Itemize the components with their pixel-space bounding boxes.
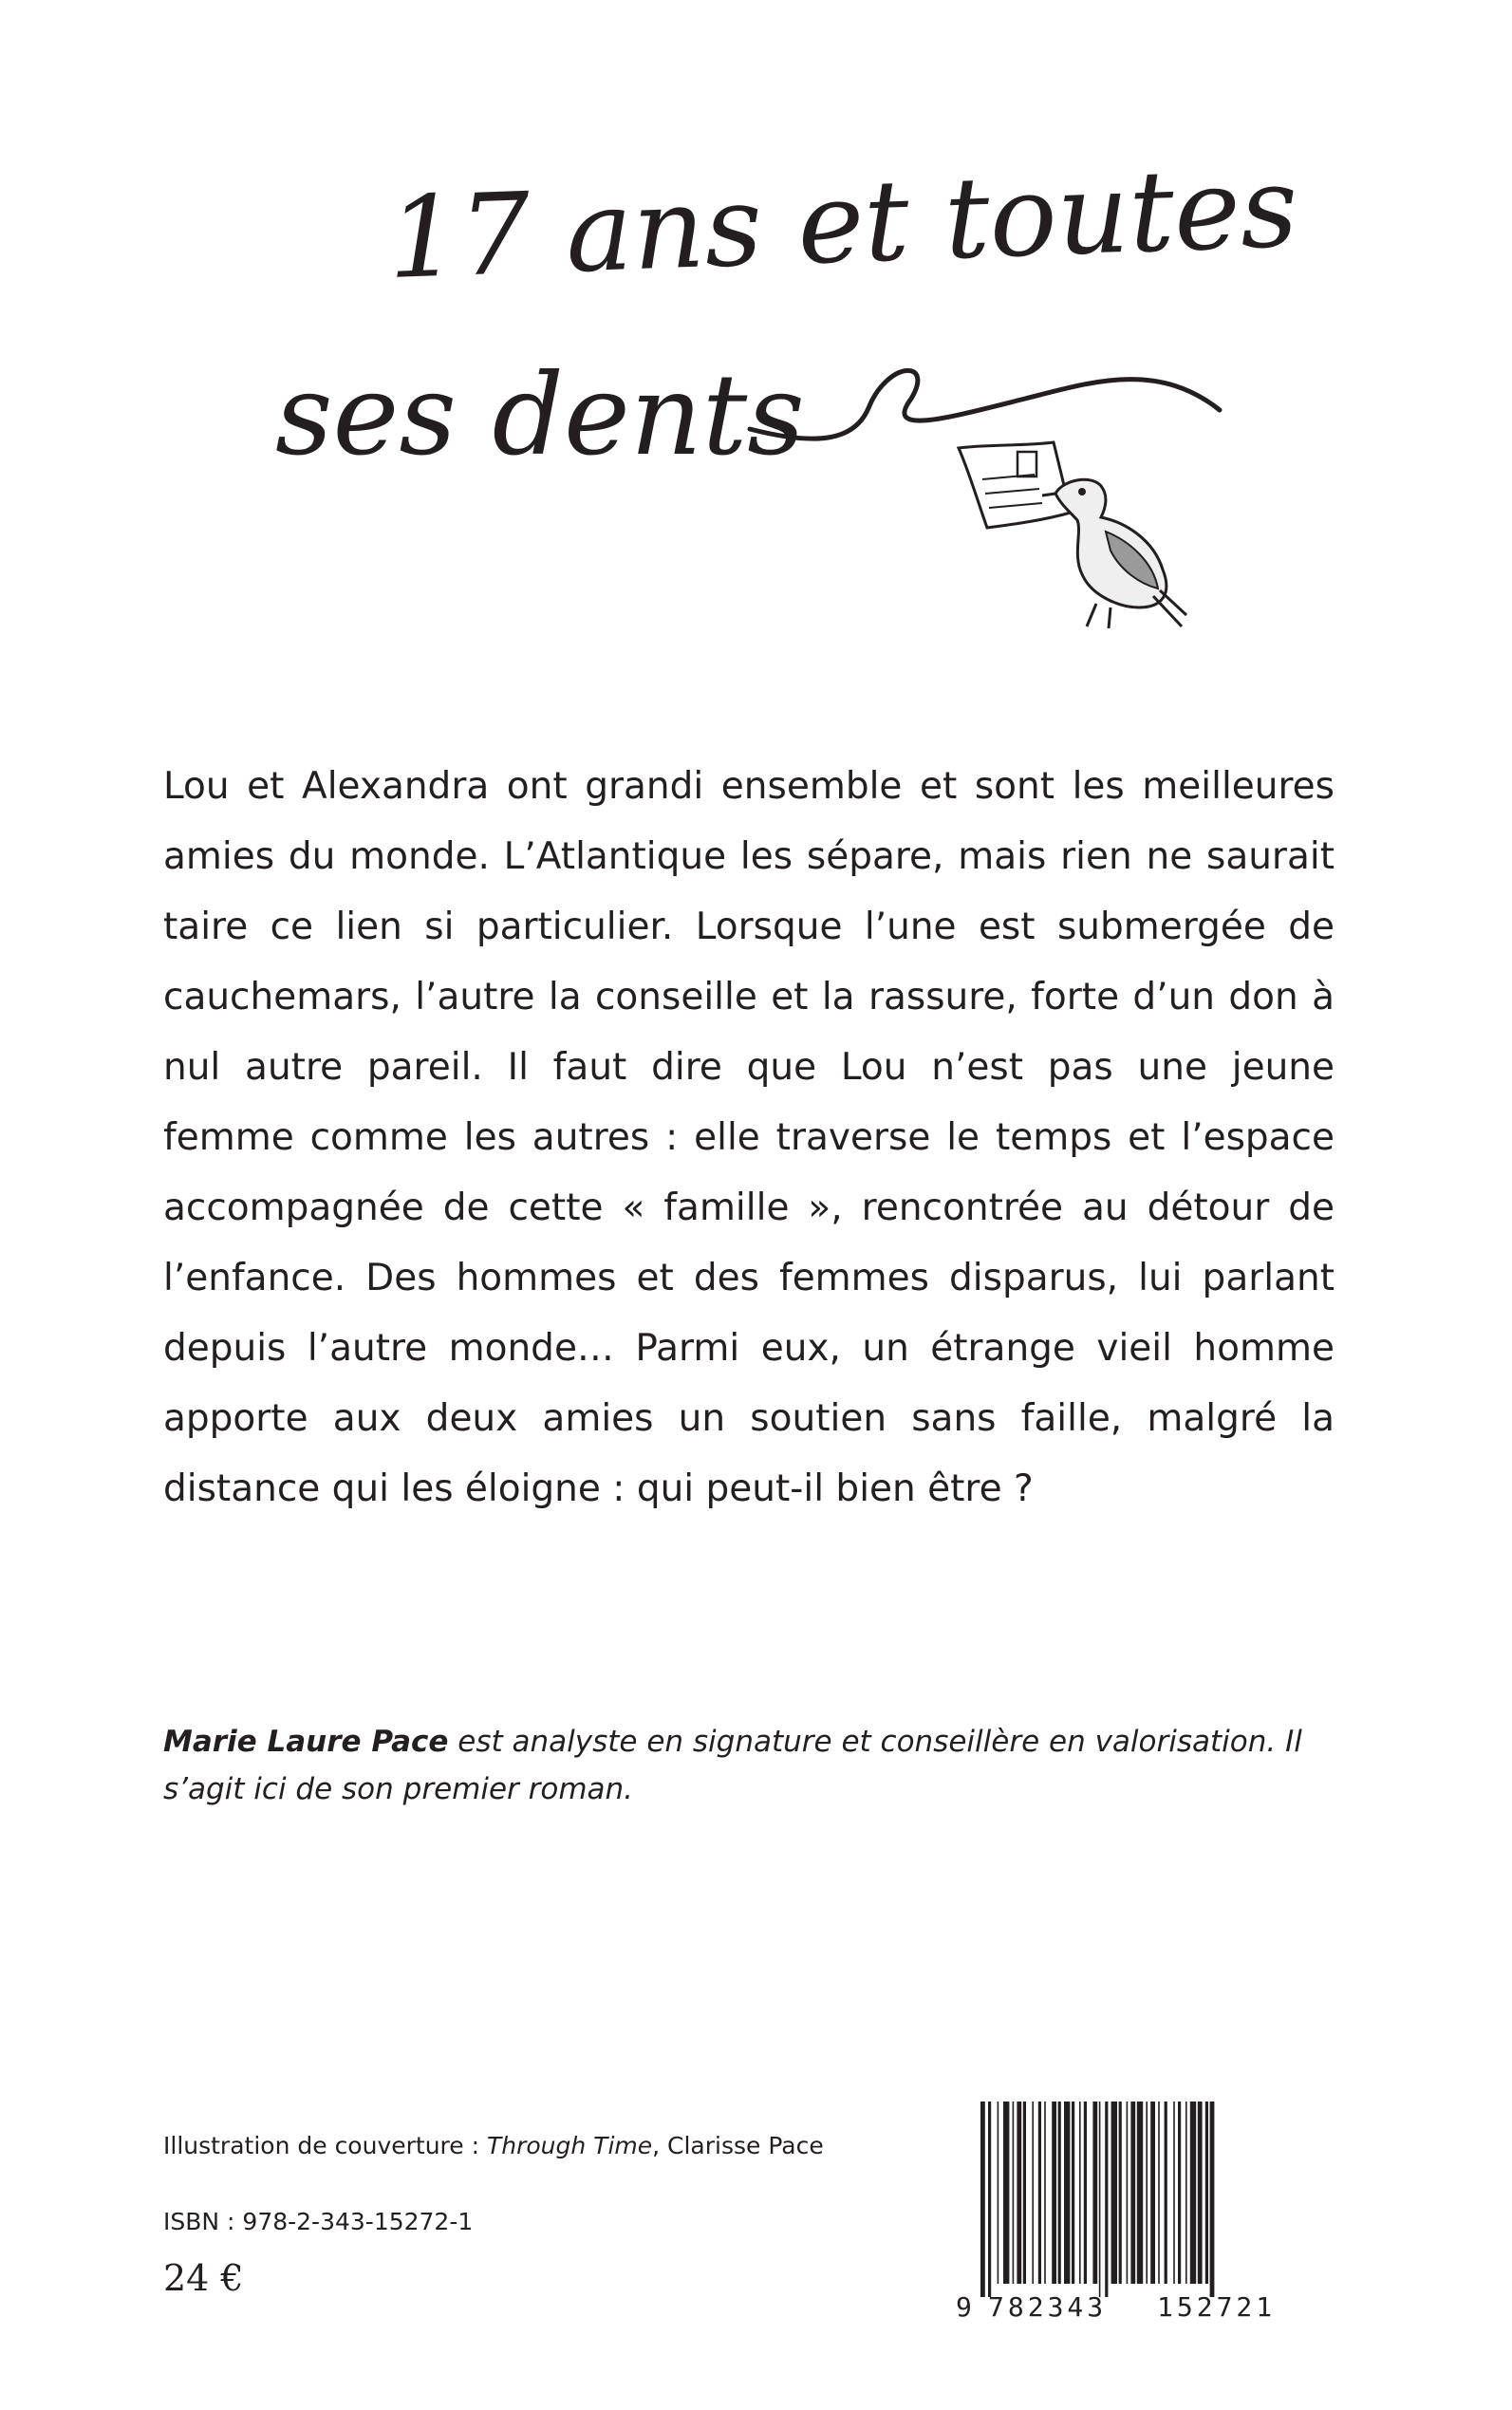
- barcode-bar: [1058, 2102, 1061, 2284]
- barcode-bar: [1032, 2102, 1034, 2284]
- barcode-bar: [1064, 2102, 1070, 2284]
- isbn-text: ISBN : 978-2-343-15272-1: [163, 2208, 474, 2235]
- barcode-bar: [1105, 2102, 1108, 2297]
- barcode-bar: [1003, 2102, 1009, 2284]
- string-line: [750, 370, 1220, 439]
- handwritten-title-line1: 17 ans et toutes: [385, 140, 1300, 304]
- barcode-bar: [1111, 2102, 1117, 2284]
- credit-prefix: Illustration de couverture :: [163, 2132, 487, 2159]
- barcode-bar: [1017, 2102, 1021, 2284]
- barcode-bars: [980, 2102, 1214, 2297]
- barcode-bar: [1079, 2102, 1081, 2284]
- barcode-bar: [1205, 2102, 1208, 2284]
- title-illustration: [0, 0, 1512, 683]
- barcode-bar: [1084, 2102, 1087, 2284]
- illustration-credit: [163, 2132, 824, 2159]
- barcode-bar: [1013, 2102, 1015, 2284]
- barcode-bar: [1099, 2102, 1101, 2297]
- barcode-bar: [998, 2102, 999, 2284]
- barcode-bar: [1190, 2102, 1196, 2284]
- barcode-bar: [1092, 2102, 1097, 2284]
- barcode-digit-prefix: 9: [956, 2291, 972, 2322]
- barcode-bar: [1038, 2102, 1041, 2284]
- barcode-bar: [1173, 2102, 1175, 2284]
- barcode-bar: [1146, 2102, 1148, 2284]
- barcode-bar: [1178, 2102, 1181, 2284]
- price-text: 24 €: [163, 2257, 244, 2299]
- barcode-digits-left: 782343: [988, 2291, 1108, 2322]
- barcode-bar: [1052, 2102, 1056, 2284]
- credit-work-title: Through Time: [486, 2132, 653, 2159]
- barcode-bar: [1185, 2102, 1187, 2284]
- barcode-bar: [1165, 2102, 1167, 2284]
- barcode-bar: [1198, 2102, 1203, 2284]
- barcode-bar: [1130, 2102, 1135, 2284]
- barcode-icon: [954, 2102, 1322, 2322]
- barcode-bar: [1210, 2102, 1215, 2297]
- barcode-bar: [1072, 2102, 1074, 2284]
- barcode-bar: [988, 2102, 991, 2297]
- handwritten-title-line2: ses dents: [275, 349, 805, 480]
- pigeon-icon: [1042, 479, 1186, 628]
- barcode-bar: [1044, 2102, 1046, 2284]
- barcode-bar: [980, 2102, 985, 2297]
- letter-illustration: [959, 442, 1071, 528]
- barcode-bar: [1158, 2102, 1160, 2284]
- barcode-bar: [1119, 2102, 1122, 2284]
- credit-suffix: , Clarisse Pace: [652, 2132, 824, 2159]
- blurb-paragraph: Lou et Alexandra ont grandi ensemble et sont les meilleures amies du monde. L’Atlantique les sépare, mais rien ne saurait taire ce lien si particulier. Lorsque l’une est submergée de cauchemars, l’autre la conseille et la rassure, forte d’un don à nul autre pareil. Il faut dire que Lou n’est pas une jeune femme comme les autres : elle traverse le temps et l’espace accompagnée de cette « famille », rencontrée au détour de l’enfance. Des hommes et des femmes disparus, lui parlant depuis l’autre monde… Parmi eux, un étrange vieil homme apporte aux deux amies un soutien sans faille, malgré la distance qui les éloigne : qui peut-il bien être ?: [163, 765, 1335, 1510]
- author-note: [163, 1718, 1335, 1813]
- author-bio: est analyste en signature et conseillère en valorisation. Il s’agit ici de son premier roman.: [163, 1725, 1302, 1806]
- barcode-bar: [1023, 2102, 1026, 2284]
- barcode-bar: [1127, 2102, 1129, 2284]
- barcode-bar: [1150, 2102, 1155, 2284]
- barcode-bar: [1137, 2102, 1143, 2284]
- barcode-digits-right: 152721: [1157, 2291, 1277, 2322]
- author-name: Marie Laure Pace: [163, 1725, 449, 1759]
